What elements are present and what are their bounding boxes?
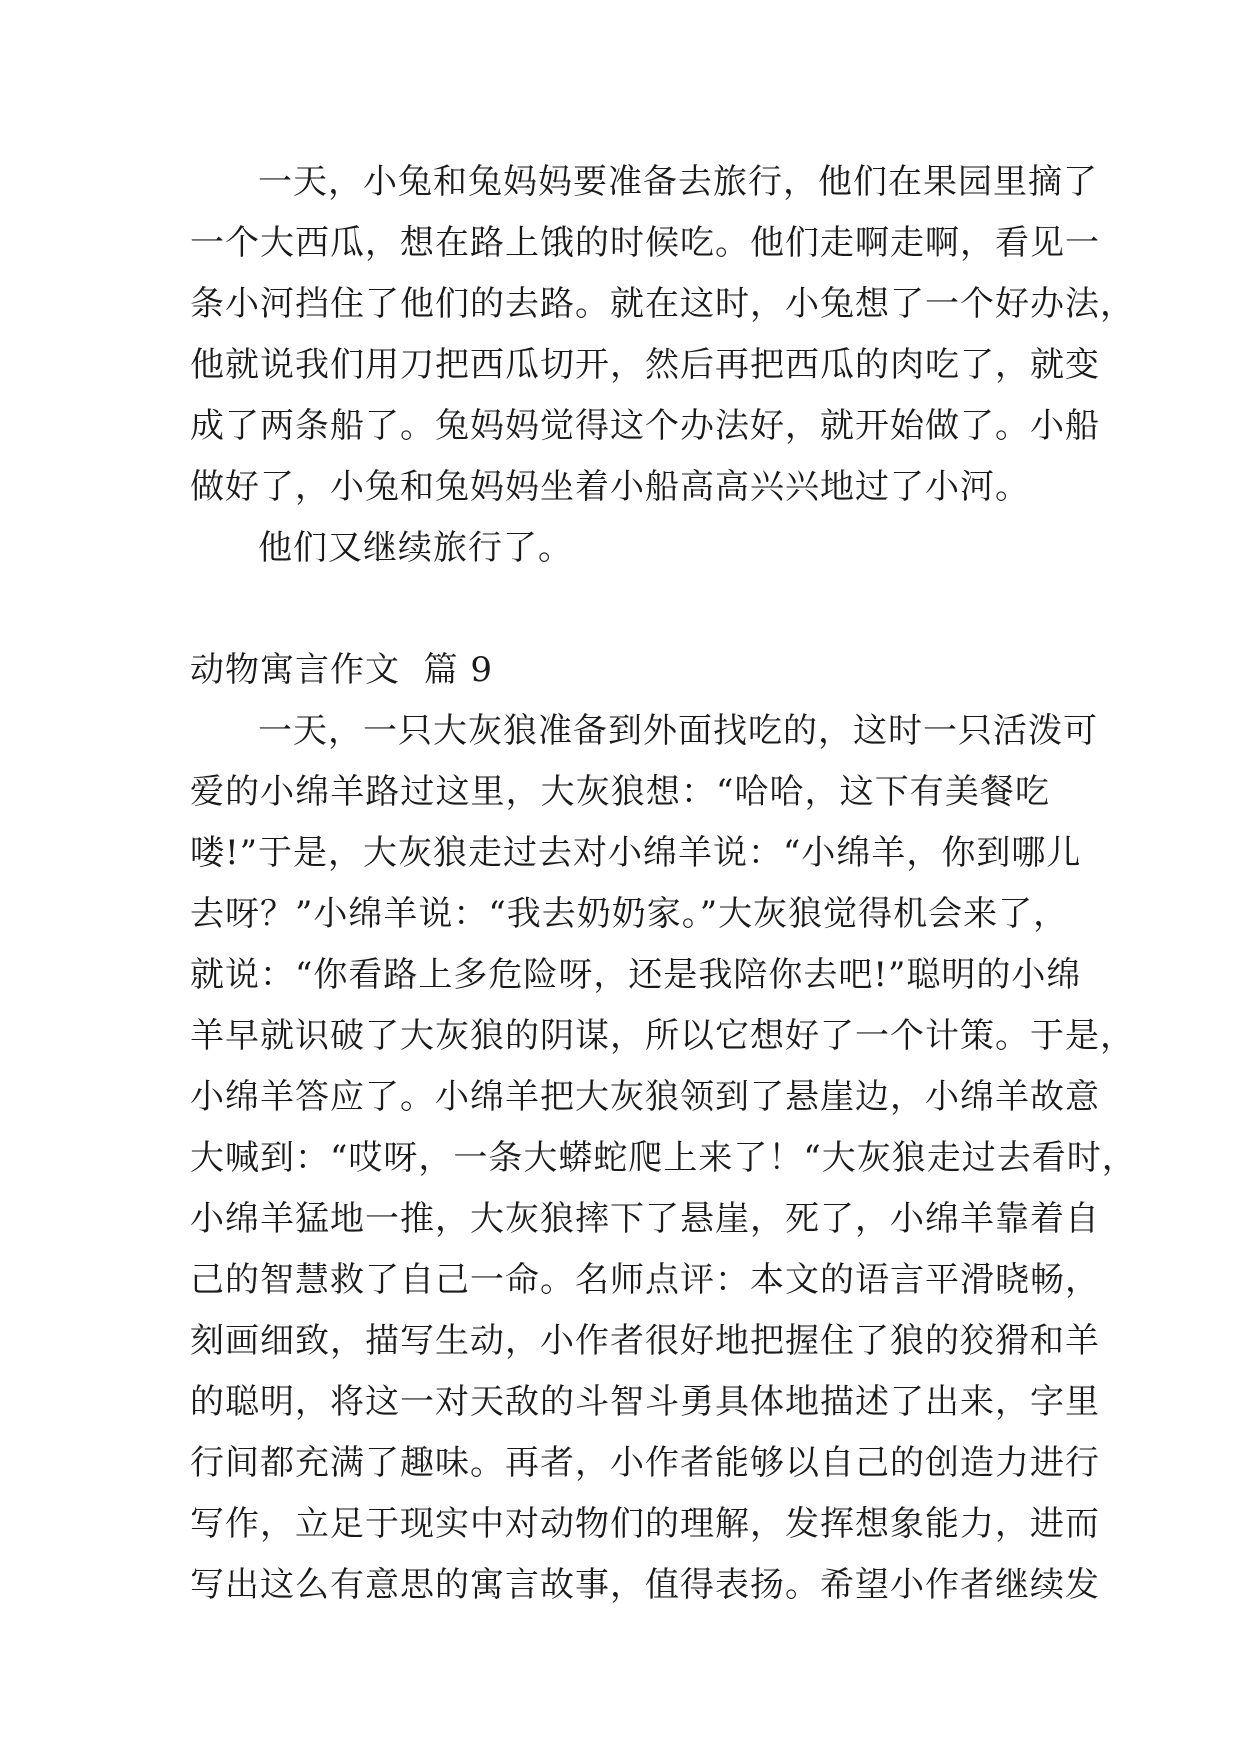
paragraph-line: 羊早就识破了大灰狼的阴谋，所以它想好了一个计策。于是， — [190, 1016, 1135, 1056]
paragraph-line: 己的智慧救了自己一命。名师点评：本文的语言平滑晓畅， — [190, 1260, 1100, 1300]
paragraph-line: 他就说我们用刀把西瓜切开，然后再把西瓜的肉吃了，就变 — [190, 345, 1100, 385]
paragraph-line: 做好了，小兔和兔妈妈坐着小船高高兴兴地过了小河。 — [190, 467, 1030, 507]
paragraph-line: 他们又继续旅行了。 — [258, 528, 573, 568]
story-2-section — [190, 640, 1137, 1616]
section-heading: 动物寓言作文 篇 9 — [190, 650, 494, 690]
paragraph-line: 爱的小绵羊路过这里，大灰狼想：“哈哈，这下有美餐吃 — [190, 772, 1050, 812]
paragraph-line: 写出这么有意思的寓言故事，值得表扬。希望小作者继续发 — [190, 1565, 1100, 1605]
blank-line — [190, 579, 1050, 640]
paragraph-line: 一天，小兔和兔妈妈要准备去旅行，他们在果园里摘了 — [258, 162, 1098, 202]
paragraph-line: 去呀？”小绵羊说：“我去奶奶家。”大灰狼觉得机会来了， — [190, 894, 1069, 934]
paragraph-line: 小绵羊答应了。小绵羊把大灰狼领到了悬崖边，小绵羊故意 — [190, 1077, 1100, 1117]
paragraph-line: 大喊到：“哎呀，一条大蟒蛇爬上来了！“大灰狼走过去看时， — [190, 1138, 1137, 1178]
story-1-paragraphs — [190, 152, 1135, 640]
paragraph-line: 一天，一只大灰狼准备到外面找吃的，这时一只活泼可 — [258, 711, 1098, 751]
paragraph-line: 就说：“你看路上多危险呀，还是我陪你去吧!”聪明的小绵 — [190, 955, 1082, 995]
paragraph-line: 喽!”于是，大灰狼走过去对小绵羊说：“小绵羊，你到哪儿 — [190, 833, 1082, 873]
paragraph-line: 一个大西瓜，想在路上饿的时候吃。他们走啊走啊，看见一 — [190, 223, 1100, 263]
paragraph-line: 写作，立足于现实中对动物们的理解，发挥想象能力，进而 — [190, 1504, 1100, 1544]
paragraph-line: 小绵羊猛地一推，大灰狼摔下了悬崖，死了，小绵羊靠着自 — [190, 1199, 1100, 1239]
paragraph-line: 的聪明，将这一对天敌的斗智斗勇具体地描述了出来，字里 — [190, 1382, 1100, 1422]
paragraph-line: 条小河挡住了他们的去路。就在这时，小兔想了一个好办法， — [190, 284, 1135, 324]
paragraph-line: 刻画细致，描写生动，小作者很好地把握住了狼的狡猾和羊 — [190, 1321, 1100, 1361]
paragraph-line: 行间都充满了趣味。再者，小作者能够以自己的创造力进行 — [190, 1443, 1100, 1483]
paragraph-line: 成了两条船了。兔妈妈觉得这个办法好，就开始做了。小船 — [190, 406, 1100, 446]
